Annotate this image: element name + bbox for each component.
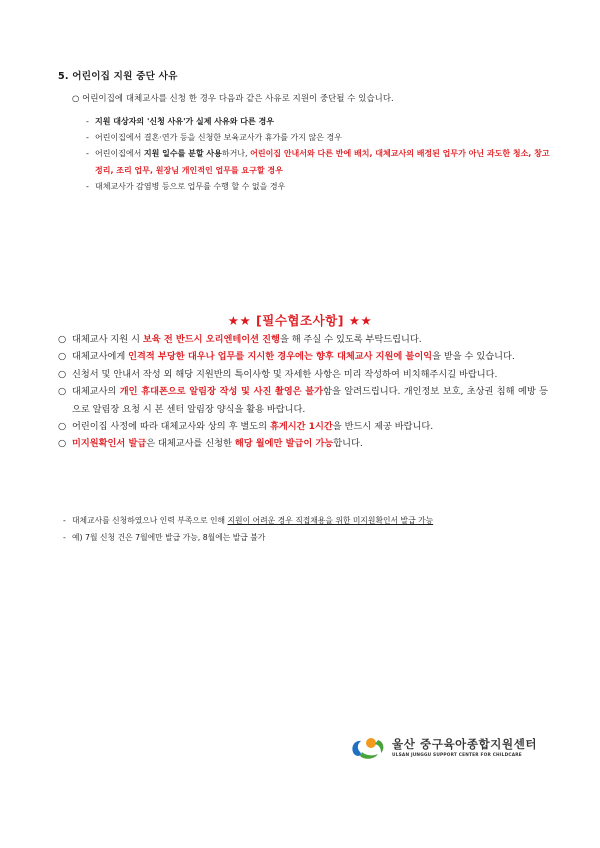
note-item (63, 529, 553, 546)
requirement-item-text: 인격적 부당한 대우나 업무를 지시한 경우에는 향후 대체교사 지원에 불이익 (128, 351, 433, 363)
reason-item-text: 어린이집에서 결혼·연가 등을 신청한 보육교사가 휴가를 가지 않은 경우 (95, 133, 342, 143)
requirement-item-text: 은 대체교사를 신청한 (146, 438, 235, 450)
requirement-item-text: 대체교사 지원 시 (72, 334, 143, 345)
requirement-item-text: 을 해 주실 수 있도록 부탁드립니다. (279, 334, 422, 345)
note-item-text: 예) 7월 신청 건은 7월에만 발급 가능, 8월에는 발급 불가 (72, 533, 266, 543)
note-item-text: 대체교사를 신청하였으나 인력 부족으로 인해 (72, 516, 228, 525)
requirement-item-text: 개인 휴대폰으로 알림장 작성 및 사진 촬영은 불가 (119, 386, 324, 398)
reason-item-text: 어린이집 안내서와 다른 반에 배치, 대체교사의 배정된 업무가 아닌 과도한 청소, 창고 정리, 조리 업무, 원장님 개인적인 업무를 요구할 경우 (95, 149, 550, 175)
reason-item (86, 130, 556, 146)
requirement-item-text: 대체교사의 (72, 386, 120, 398)
reason-item (86, 114, 556, 130)
center-logo-english-name: ULSAN JUNGGU SUPPORT CENTER FOR CHILDCARE (392, 753, 522, 758)
requirement-item-text: 함을 알려드립니다. 개인정보 보호, 초상권 침해 예방 등으로 알림장 요청 시 본 센터 알림장 양식을 활용 바랍니다. (72, 386, 548, 415)
reason-item (86, 179, 556, 195)
requirement-item-text: 신청서 및 안내서 작성 외 해당 지원반의 특이사항 및 자세한 사항은 미리 작성하여 비치해주시길 바랍니다. (72, 368, 498, 380)
requirement-item-text: 해당 월에만 발급이 가능 (234, 438, 334, 450)
certificate-notes-list (63, 512, 553, 547)
section5-title: 5. 어린이집 지원 중단 사유 (58, 71, 178, 82)
requirement-item-text: 대체교사에게 (72, 351, 129, 363)
reason-item-text: 지원 대상자의 '신청 사유'가 실제 사유와 다른 경우 (95, 117, 274, 126)
requirement-item-text: 어린이집 사정에 따라 대체교사와 상의 후 별도의 (72, 421, 270, 433)
requirement-item (58, 435, 548, 452)
requirement-item-text: 휴게시간 1시간 (269, 421, 333, 433)
note-item (63, 512, 553, 529)
reason-item-text: 지원 일수를 분할 사용 (143, 149, 222, 159)
reason-item-text: 대체교사가 감염병 등으로 업무를 수행 할 수 없을 경우 (95, 181, 286, 191)
center-logo-icon (348, 734, 388, 762)
requirement-item-text: 미지원확인서 발급 (72, 438, 147, 450)
requirement-item (58, 383, 548, 418)
requirement-item (58, 366, 548, 383)
center-logo (348, 734, 548, 764)
requirement-item (58, 418, 548, 435)
required-cooperation-title: ★★ [필수협조사항] ★★ (227, 313, 373, 328)
center-logo-name: 울산 중구육아종합지원센터 (392, 737, 538, 751)
requirement-item-text: 을 반드시 제공 바랍니다. (332, 421, 434, 433)
reason-item-text: 하거나, (221, 149, 251, 159)
requirement-item-text: 합니다. (333, 438, 363, 450)
section5-intro: ○ 어린이집에 대체교사를 신청 한 경우 다음과 같은 사유로 지원이 중단될 수 있습니다. (72, 93, 394, 103)
requirement-item (58, 331, 548, 348)
reason-item-text: 어린이집에서 (95, 149, 144, 159)
requirement-item-text: 을 받을 수 있습니다. (432, 351, 515, 363)
requirement-item (58, 348, 548, 365)
required-cooperation-list (58, 331, 548, 453)
section5-reasons-list (86, 114, 556, 195)
reason-item (86, 146, 556, 178)
requirement-item-text: 보육 전 반드시 오리엔테이션 진행 (142, 334, 280, 345)
note-item-text: 지원이 어려운 경우 직접채용을 위한 미지원확인서 발급 가능 (227, 516, 434, 525)
